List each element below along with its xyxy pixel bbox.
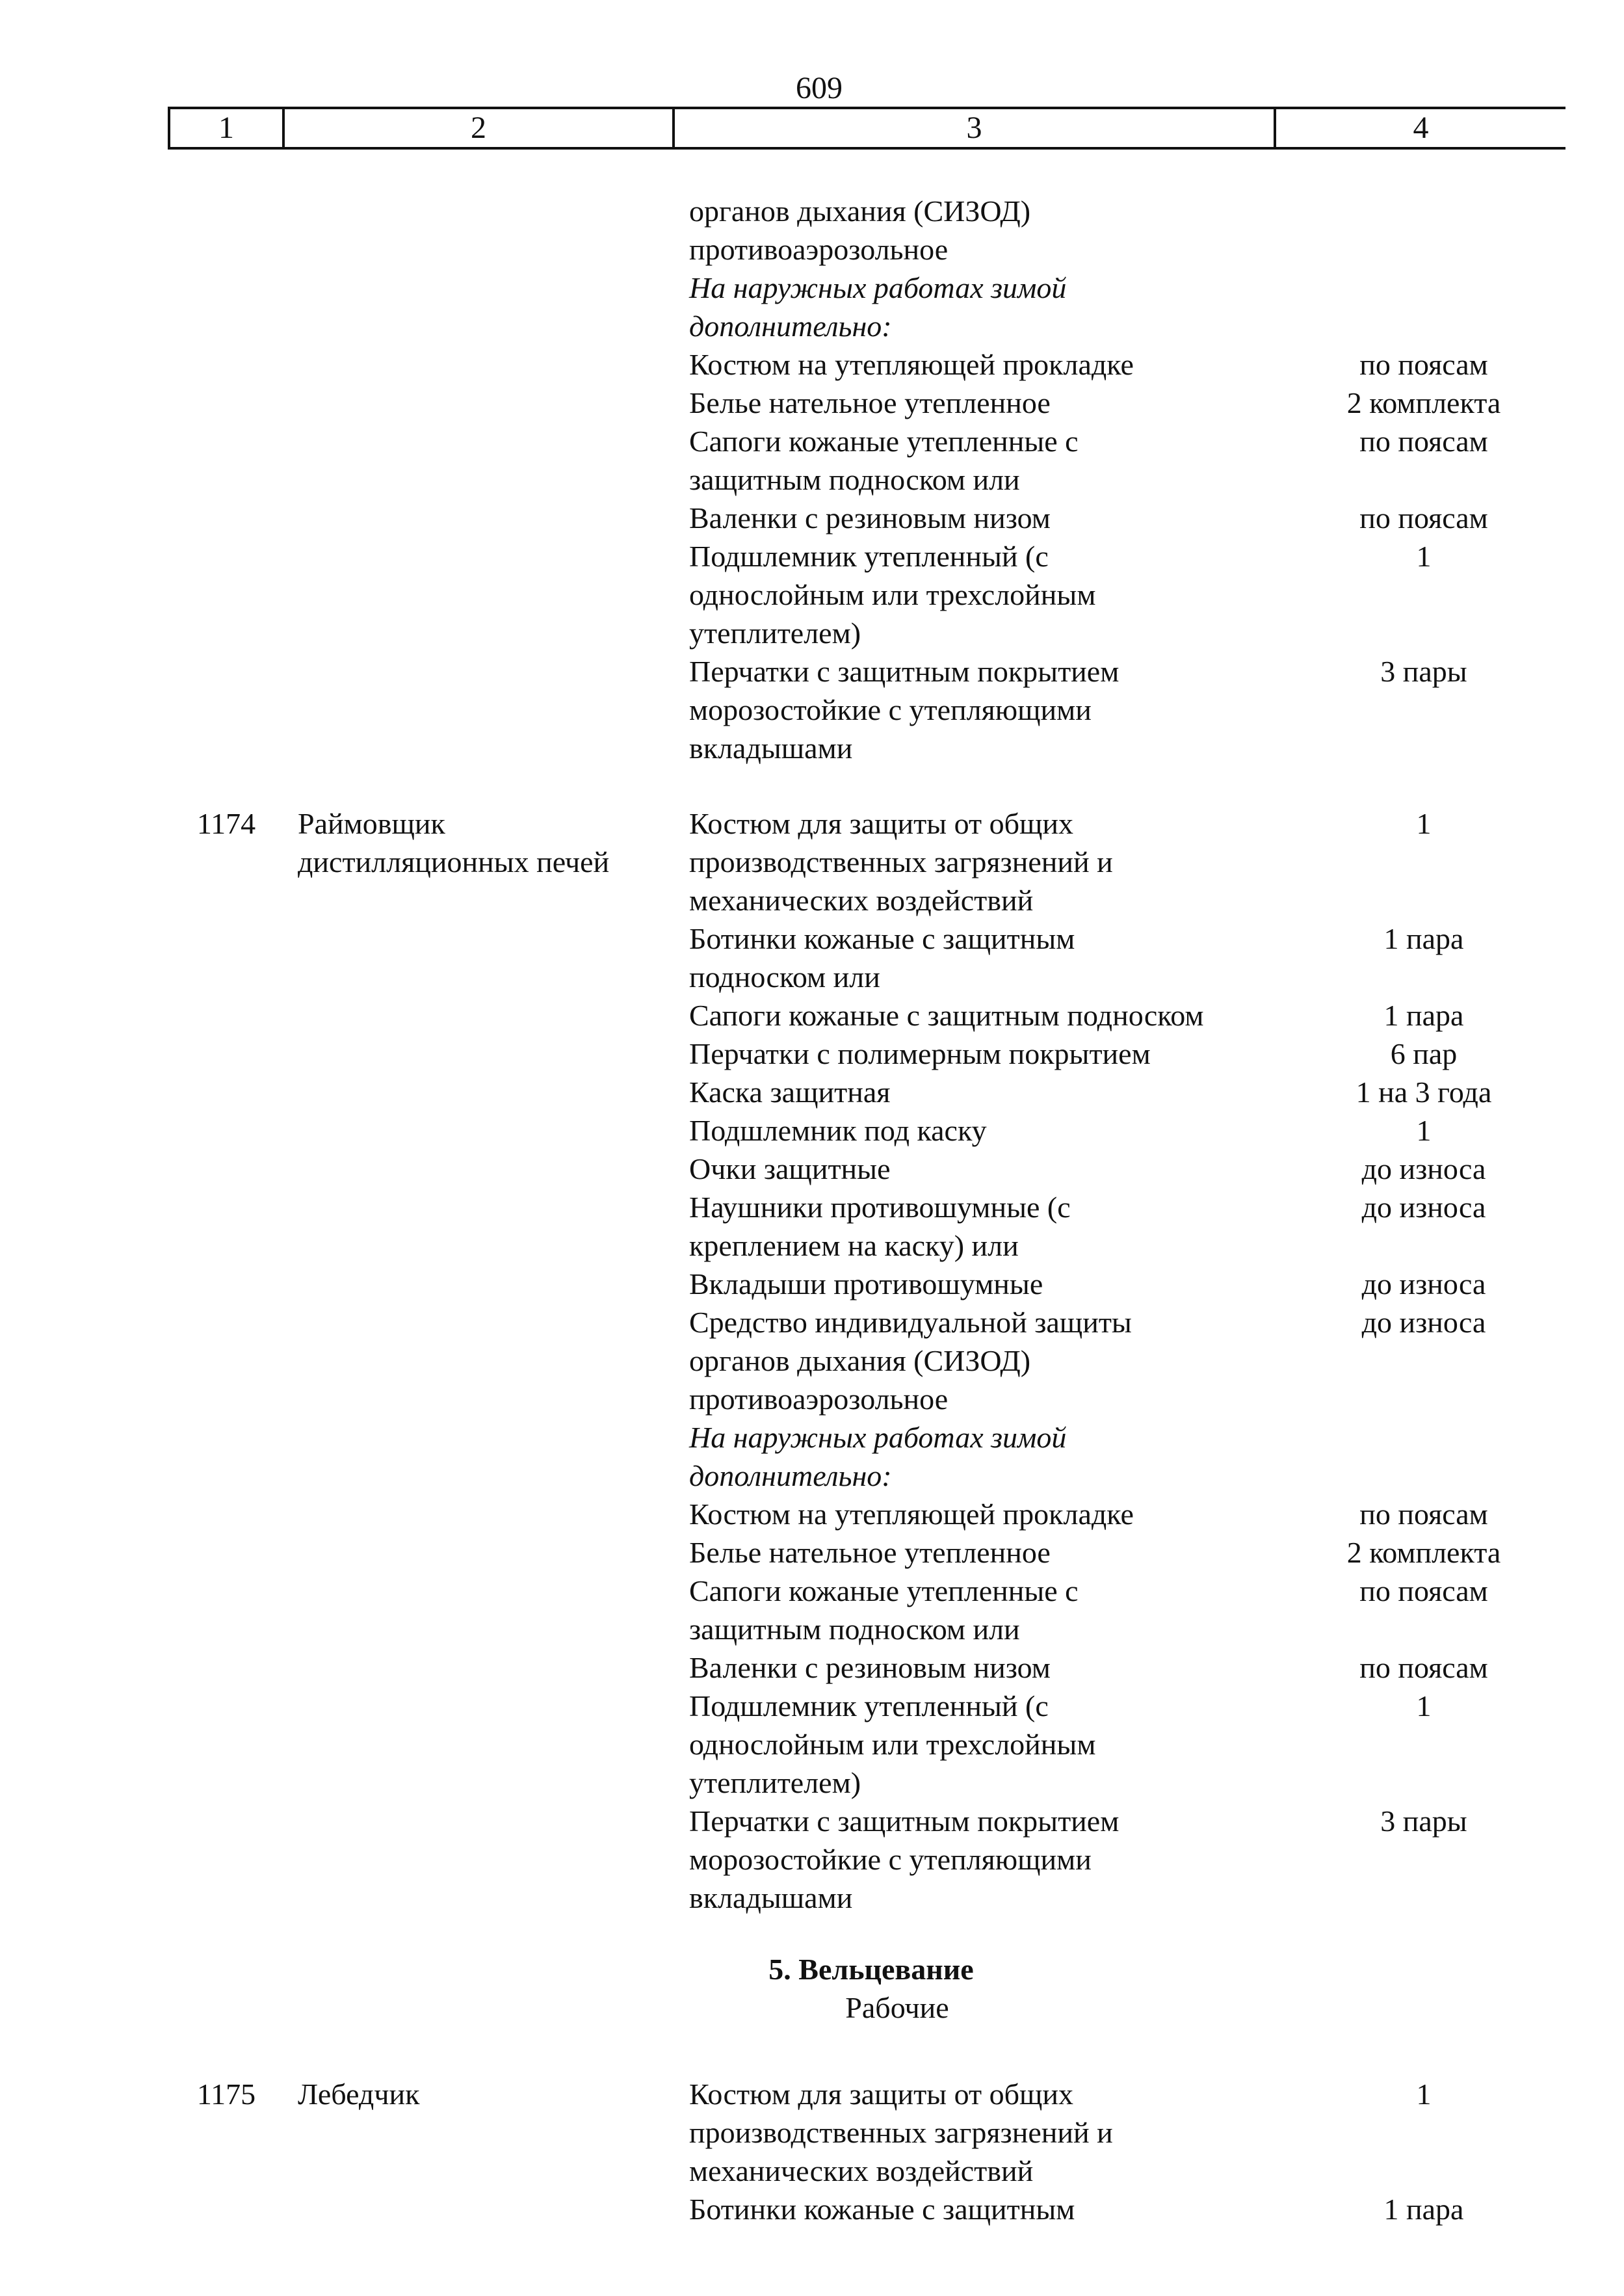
- item-text: морозостойкие с утепляющими: [689, 1843, 1092, 1876]
- profession-name: Лебедчик: [298, 2078, 420, 2111]
- item-text: Сапоги кожаные утепленные с: [689, 425, 1079, 458]
- item-text: Средство индивидуальной защиты: [689, 1306, 1132, 1339]
- item-quantity: 1: [1416, 1689, 1432, 1722]
- item-text: Подшлемник утепленный (с: [689, 540, 1049, 573]
- profession-name: Раймовщик: [298, 807, 445, 840]
- page-number: 609: [796, 71, 843, 105]
- item-text: однослойным или трехслойным: [689, 578, 1096, 611]
- item-quantity: по поясам: [1359, 1651, 1488, 1684]
- item-text: противоаэрозольное: [689, 233, 949, 266]
- item-quantity: 1 пара: [1383, 2193, 1464, 2226]
- item-quantity: 1: [1416, 2078, 1432, 2111]
- item-quantity: по поясам: [1359, 1574, 1488, 1607]
- item-text: защитным подноском или: [689, 463, 1020, 496]
- item-quantity: 3 пары: [1380, 655, 1467, 688]
- item-text: На наружных работах зимой: [689, 271, 1067, 304]
- item-text: подноском или: [689, 960, 880, 994]
- profession-name-cont: дистилляционных печей: [298, 845, 610, 878]
- item-quantity: 1 на 3 года: [1356, 1075, 1492, 1109]
- item-quantity: до износа: [1361, 1306, 1486, 1339]
- item-text: производственных загрязнений и: [689, 845, 1113, 878]
- section-subtitle: Рабочие: [845, 1991, 949, 2024]
- item-text: Сапоги кожаные утепленные с: [689, 1574, 1079, 1607]
- item-text: дополнительно:: [689, 1459, 892, 1492]
- item-quantity: 1: [1416, 540, 1432, 573]
- table-header: [168, 107, 1565, 150]
- item-text: утеплителем): [689, 1766, 861, 1799]
- item-text: Перчатки с защитным покрытием: [689, 655, 1120, 688]
- item-text: Ботинки кожаные с защитным: [689, 922, 1075, 955]
- item-text: вкладышами: [689, 1881, 853, 1914]
- item-text: механических воздействий: [689, 884, 1034, 917]
- header-col-4: 4: [1413, 111, 1429, 145]
- item-text: механических воздействий: [689, 2154, 1034, 2187]
- item-quantity: до износа: [1361, 1191, 1486, 1224]
- item-text: Костюм для защиты от общих: [689, 807, 1074, 840]
- header-col-1: 1: [168, 109, 285, 147]
- item-text: Подшлемник под каску: [689, 1114, 987, 1147]
- item-quantity: 1 пара: [1383, 922, 1464, 955]
- item-text: Костюм на утепляющей прокладке: [689, 348, 1134, 381]
- item-text: Белье нательное утепленное: [689, 386, 1051, 419]
- entry-number: 1175: [196, 2078, 256, 2111]
- header-col-2: 2: [285, 109, 675, 147]
- item-text: Валенки с резиновым низом: [689, 501, 1051, 534]
- item-text: Каска защитная: [689, 1075, 891, 1109]
- item-quantity: по поясам: [1359, 501, 1488, 534]
- item-text: вкладышами: [689, 732, 853, 765]
- item-text: Перчатки с защитным покрытием: [689, 1804, 1120, 1838]
- section-title: 5. Вельцевание: [768, 1953, 974, 1986]
- item-text: На наружных работах зимой: [689, 1421, 1067, 1454]
- item-quantity: 2 комплекта: [1346, 1536, 1501, 1569]
- item-text: Белье нательное утепленное: [689, 1536, 1051, 1569]
- item-quantity: по поясам: [1359, 348, 1488, 381]
- item-text: морозостойкие с утепляющими: [689, 693, 1092, 726]
- item-text: однослойным или трехслойным: [689, 1728, 1096, 1761]
- item-quantity: 2 комплекта: [1346, 386, 1501, 419]
- item-quantity: по поясам: [1359, 1498, 1488, 1531]
- item-quantity: 1 пара: [1383, 999, 1464, 1032]
- item-text: Костюм для защиты от общих: [689, 2078, 1074, 2111]
- item-quantity: по поясам: [1359, 425, 1488, 458]
- item-text: Костюм на утепляющей прокладке: [689, 1498, 1134, 1531]
- item-text: Наушники противошумные (с: [689, 1191, 1071, 1224]
- item-text: утеплителем): [689, 616, 861, 650]
- item-text: производственных загрязнений и: [689, 2116, 1113, 2149]
- item-text: Очки защитные: [689, 1152, 891, 1185]
- item-text: Сапоги кожаные с защитным подноском: [689, 999, 1204, 1032]
- item-text: органов дыхания (СИЗОД): [689, 194, 1031, 228]
- item-text: Вкладыши противошумные: [689, 1267, 1043, 1300]
- item-quantity: 6 пар: [1390, 1037, 1458, 1070]
- item-quantity: 1: [1416, 807, 1432, 840]
- item-quantity: 1: [1416, 1114, 1432, 1147]
- item-text: Перчатки с полимерным покрытием: [689, 1037, 1151, 1070]
- item-text: креплением на каску) или: [689, 1229, 1019, 1262]
- item-quantity: до износа: [1361, 1267, 1486, 1300]
- item-text: защитным подноском или: [689, 1613, 1020, 1646]
- item-text: Валенки с резиновым низом: [689, 1651, 1051, 1684]
- header-col-3: 3: [675, 109, 1276, 147]
- entry-number: 1174: [196, 807, 256, 840]
- item-text: органов дыхания (СИЗОД): [689, 1344, 1031, 1377]
- item-text: противоаэрозольное: [689, 1382, 949, 1416]
- item-text: Подшлемник утепленный (с: [689, 1689, 1049, 1722]
- item-quantity: до износа: [1361, 1152, 1486, 1185]
- item-text: дополнительно:: [689, 310, 892, 343]
- item-text: Ботинки кожаные с защитным: [689, 2193, 1075, 2226]
- item-quantity: 3 пары: [1380, 1804, 1467, 1838]
